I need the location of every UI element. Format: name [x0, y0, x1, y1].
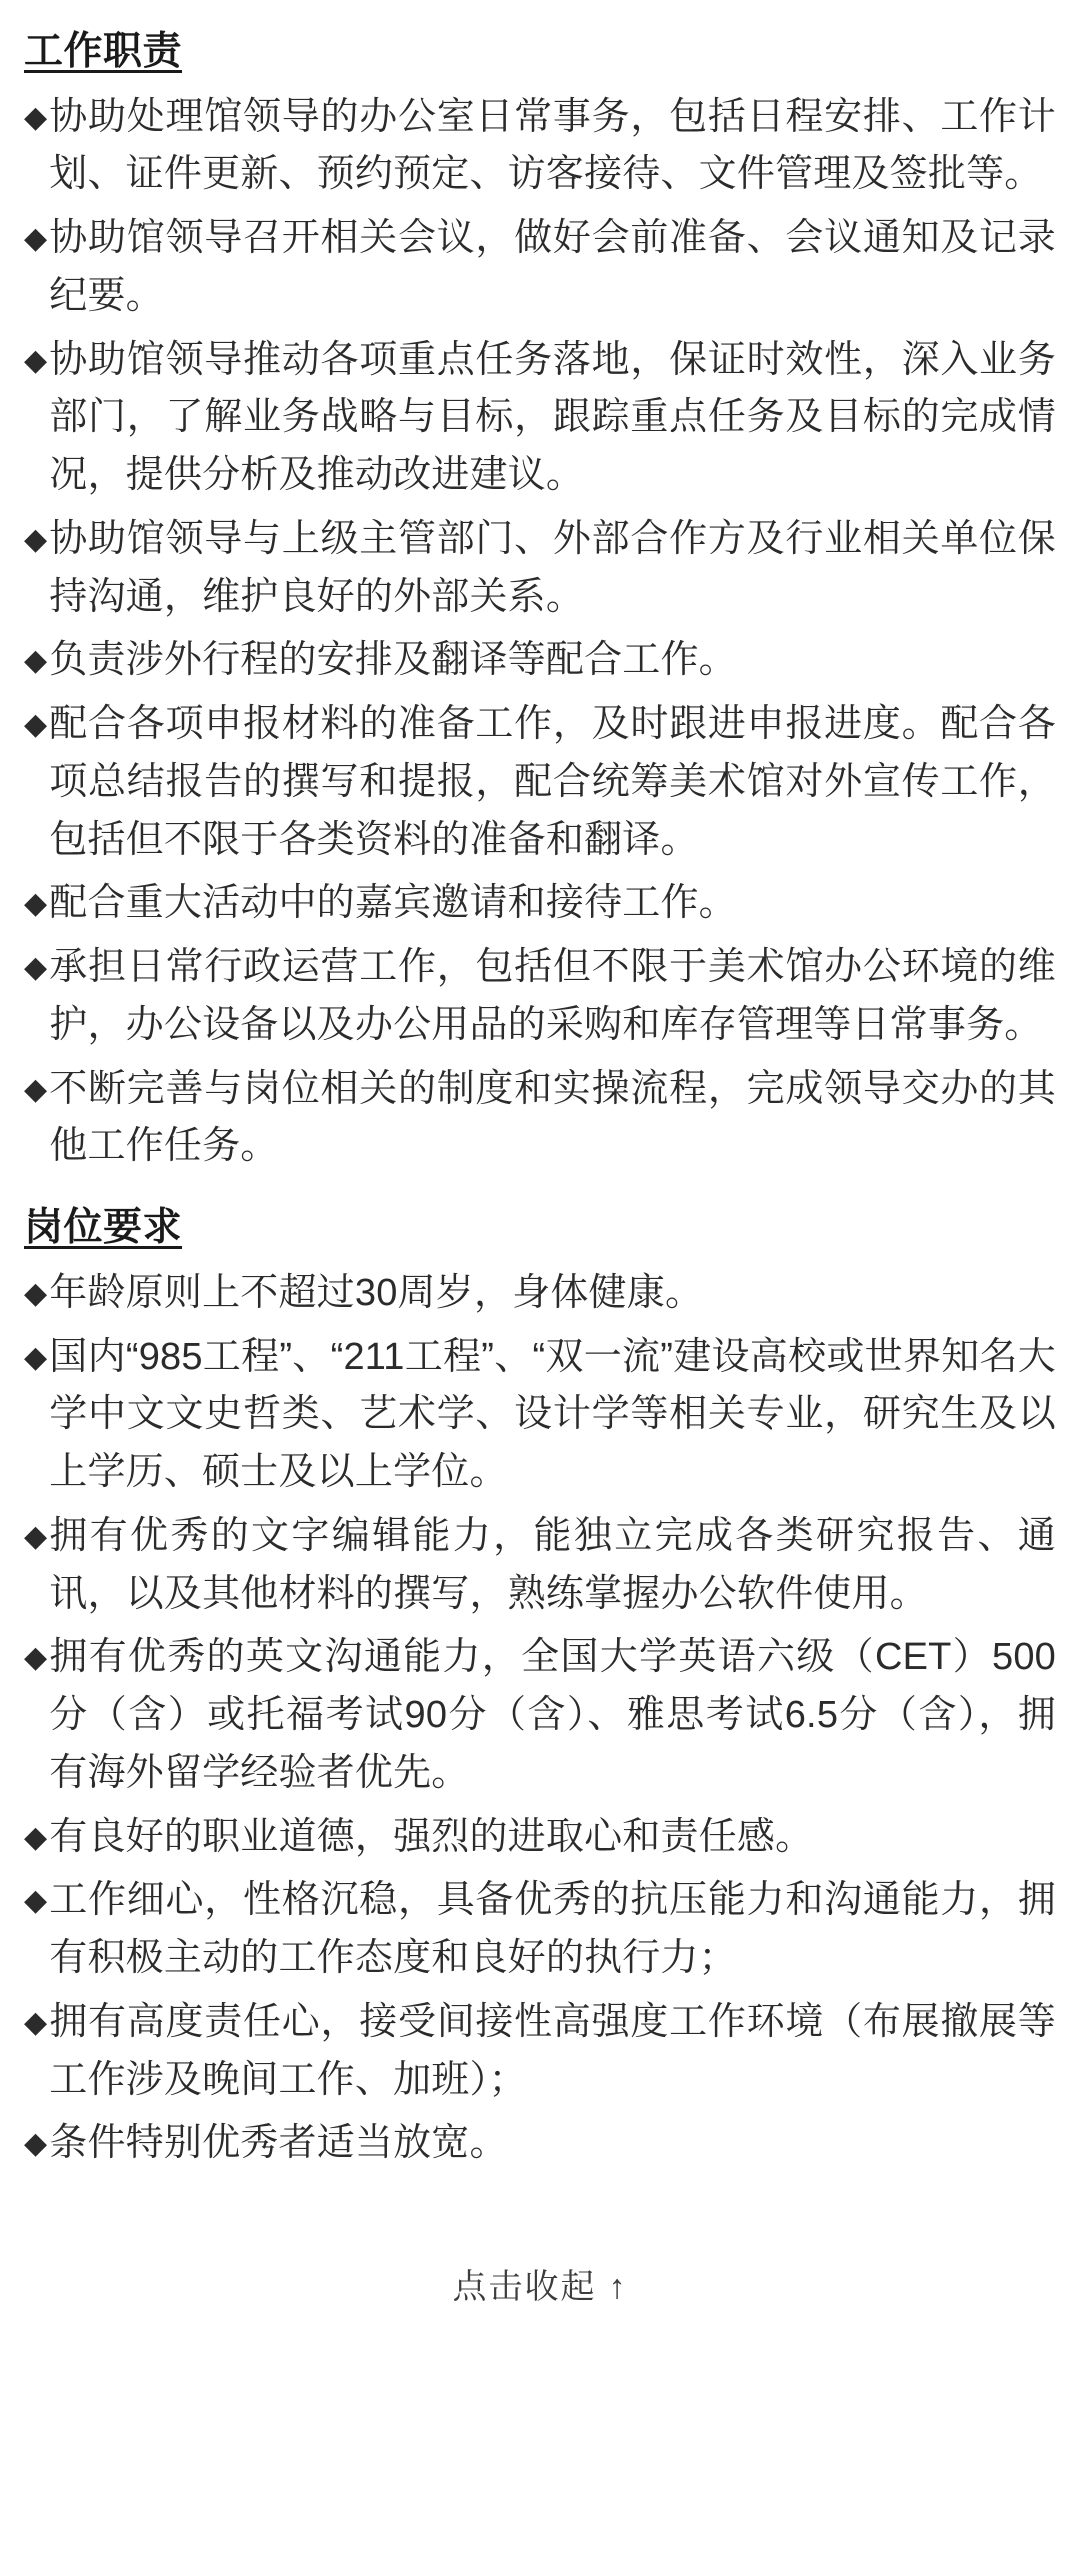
list-item-text: 协助馆领导与上级主管部门、外部合作方及行业相关单位保持沟通，维护良好的外部关系。 [49, 517, 1056, 618]
list-item [24, 1872, 1056, 1988]
list-item-text: 配合重大活动中的嘉宾邀请和接待工作。 [49, 882, 737, 925]
diamond-bullet-icon: ◆ [24, 1072, 48, 1106]
list-item-text: 年龄原则上不超过30周岁，身体健康。 [49, 1271, 704, 1314]
list-item [24, 1809, 1056, 1867]
diamond-bullet-icon: ◆ [24, 100, 48, 134]
list-item [24, 632, 1056, 690]
list-item [24, 1629, 1056, 1802]
list-item-text: 负责涉外行程的安排及翻译等配合工作。 [49, 639, 737, 682]
list-item [24, 939, 1056, 1055]
diamond-bullet-icon: ◆ [24, 1884, 48, 1918]
section-title-requirements: 岗位要求 [24, 1206, 183, 1250]
list-item [24, 1265, 1056, 1323]
diamond-bullet-icon: ◆ [24, 1276, 48, 1310]
diamond-bullet-icon: ◆ [24, 222, 48, 256]
diamond-bullet-icon: ◆ [24, 2005, 48, 2039]
list-item [24, 332, 1056, 505]
list-item-text: 协助馆领导召开相关会议，做好会前准备、会议通知及记录纪要。 [49, 217, 1056, 317]
collapse-button-label: 点击收起 [452, 2268, 597, 2307]
list-item-text: 条件特别优秀者适当放宽。 [49, 2122, 508, 2165]
diamond-bullet-icon: ◆ [24, 522, 48, 556]
list-item-text: 承担日常行政运营工作，包括但不限于美术馆办公环境的维护，办公设备以及办公用品的采购和库存管理等日常事务。 [49, 946, 1056, 1046]
list-item-text: 协助处理馆领导的办公室日常事务，包括日程安排、工作计划、证件更新、预约预定、访客接待、文件管理及签批等。 [49, 95, 1056, 196]
diamond-bullet-icon: ◆ [24, 1519, 48, 1553]
list-item-text: 协助馆领导推动各项重点任务落地，保证时效性，深入业务部门，了解业务战略与目标，跟踪重点任务及目标的完成情况，提供分析及推动改进建议。 [49, 338, 1056, 497]
diamond-bullet-icon: ◆ [24, 1641, 48, 1675]
collapse-button[interactable] [453, 2259, 628, 2308]
list-item-text: 不断完善与岗位相关的制度和实操流程，完成领导交办的其他工作任务。 [49, 1067, 1056, 1168]
diamond-bullet-icon: ◆ [24, 708, 48, 742]
list-item-text: 工作细心，性格沉稳，具备优秀的抗压能力和沟通能力，拥有积极主动的工作态度和良好的执行力； [49, 1879, 1056, 1980]
list-item [24, 1994, 1056, 2110]
list-item-text: 拥有高度责任心，接受间接性高强度工作环境（布展撤展等工作涉及晚间工作、加班）； [49, 2000, 1056, 2101]
arrow-up-icon: ↑ [608, 2268, 628, 2307]
diamond-bullet-icon: ◆ [24, 1820, 48, 1854]
list-item [24, 210, 1056, 326]
list-item-text: 配合各项申报材料的准备工作，及时跟进申报进度。配合各项总结报告的撰写和提报，配合统筹美术馆对外宣传工作，包括但不限于各类资料的准备和翻译。 [49, 703, 1056, 861]
list-item [24, 89, 1056, 205]
list-item [24, 1329, 1056, 1502]
list-item-text: 国内“985工程”、“211工程”、“双一流”建设高校或世界知名大学中文文史哲类、艺术学、设计学等相关专业，研究生及以上学历、硕士及以上学位。 [49, 1335, 1056, 1494]
list-item [24, 696, 1056, 869]
diamond-bullet-icon: ◆ [24, 951, 48, 985]
list-item [24, 511, 1056, 627]
section-title-responsibilities: 工作职责 [24, 30, 183, 73]
diamond-bullet-icon: ◆ [24, 887, 48, 921]
list-item-text: 有良好的职业道德，强烈的进取心和责任感。 [49, 1815, 814, 1858]
list-item [24, 1508, 1056, 1624]
list-item [24, 2115, 1056, 2173]
diamond-bullet-icon: ◆ [24, 2127, 48, 2161]
list-item [24, 875, 1056, 933]
diamond-bullet-icon: ◆ [24, 644, 48, 678]
diamond-bullet-icon: ◆ [24, 343, 48, 377]
list-item-text: 拥有优秀的文字编辑能力，能独立完成各类研究报告、通讯，以及其他材料的撰写，熟练掌握办公软件使用。 [49, 1514, 1056, 1615]
diamond-bullet-icon: ◆ [24, 1340, 48, 1374]
footer [24, 2259, 1056, 2368]
list-item-text: 拥有优秀的英文沟通能力，全国大学英语六级（CET）500分（含）或托福考试90分（含）、雅思考试6.5分（含），拥有海外留学经验者优先。 [49, 1636, 1056, 1794]
list-item [24, 1061, 1056, 1177]
